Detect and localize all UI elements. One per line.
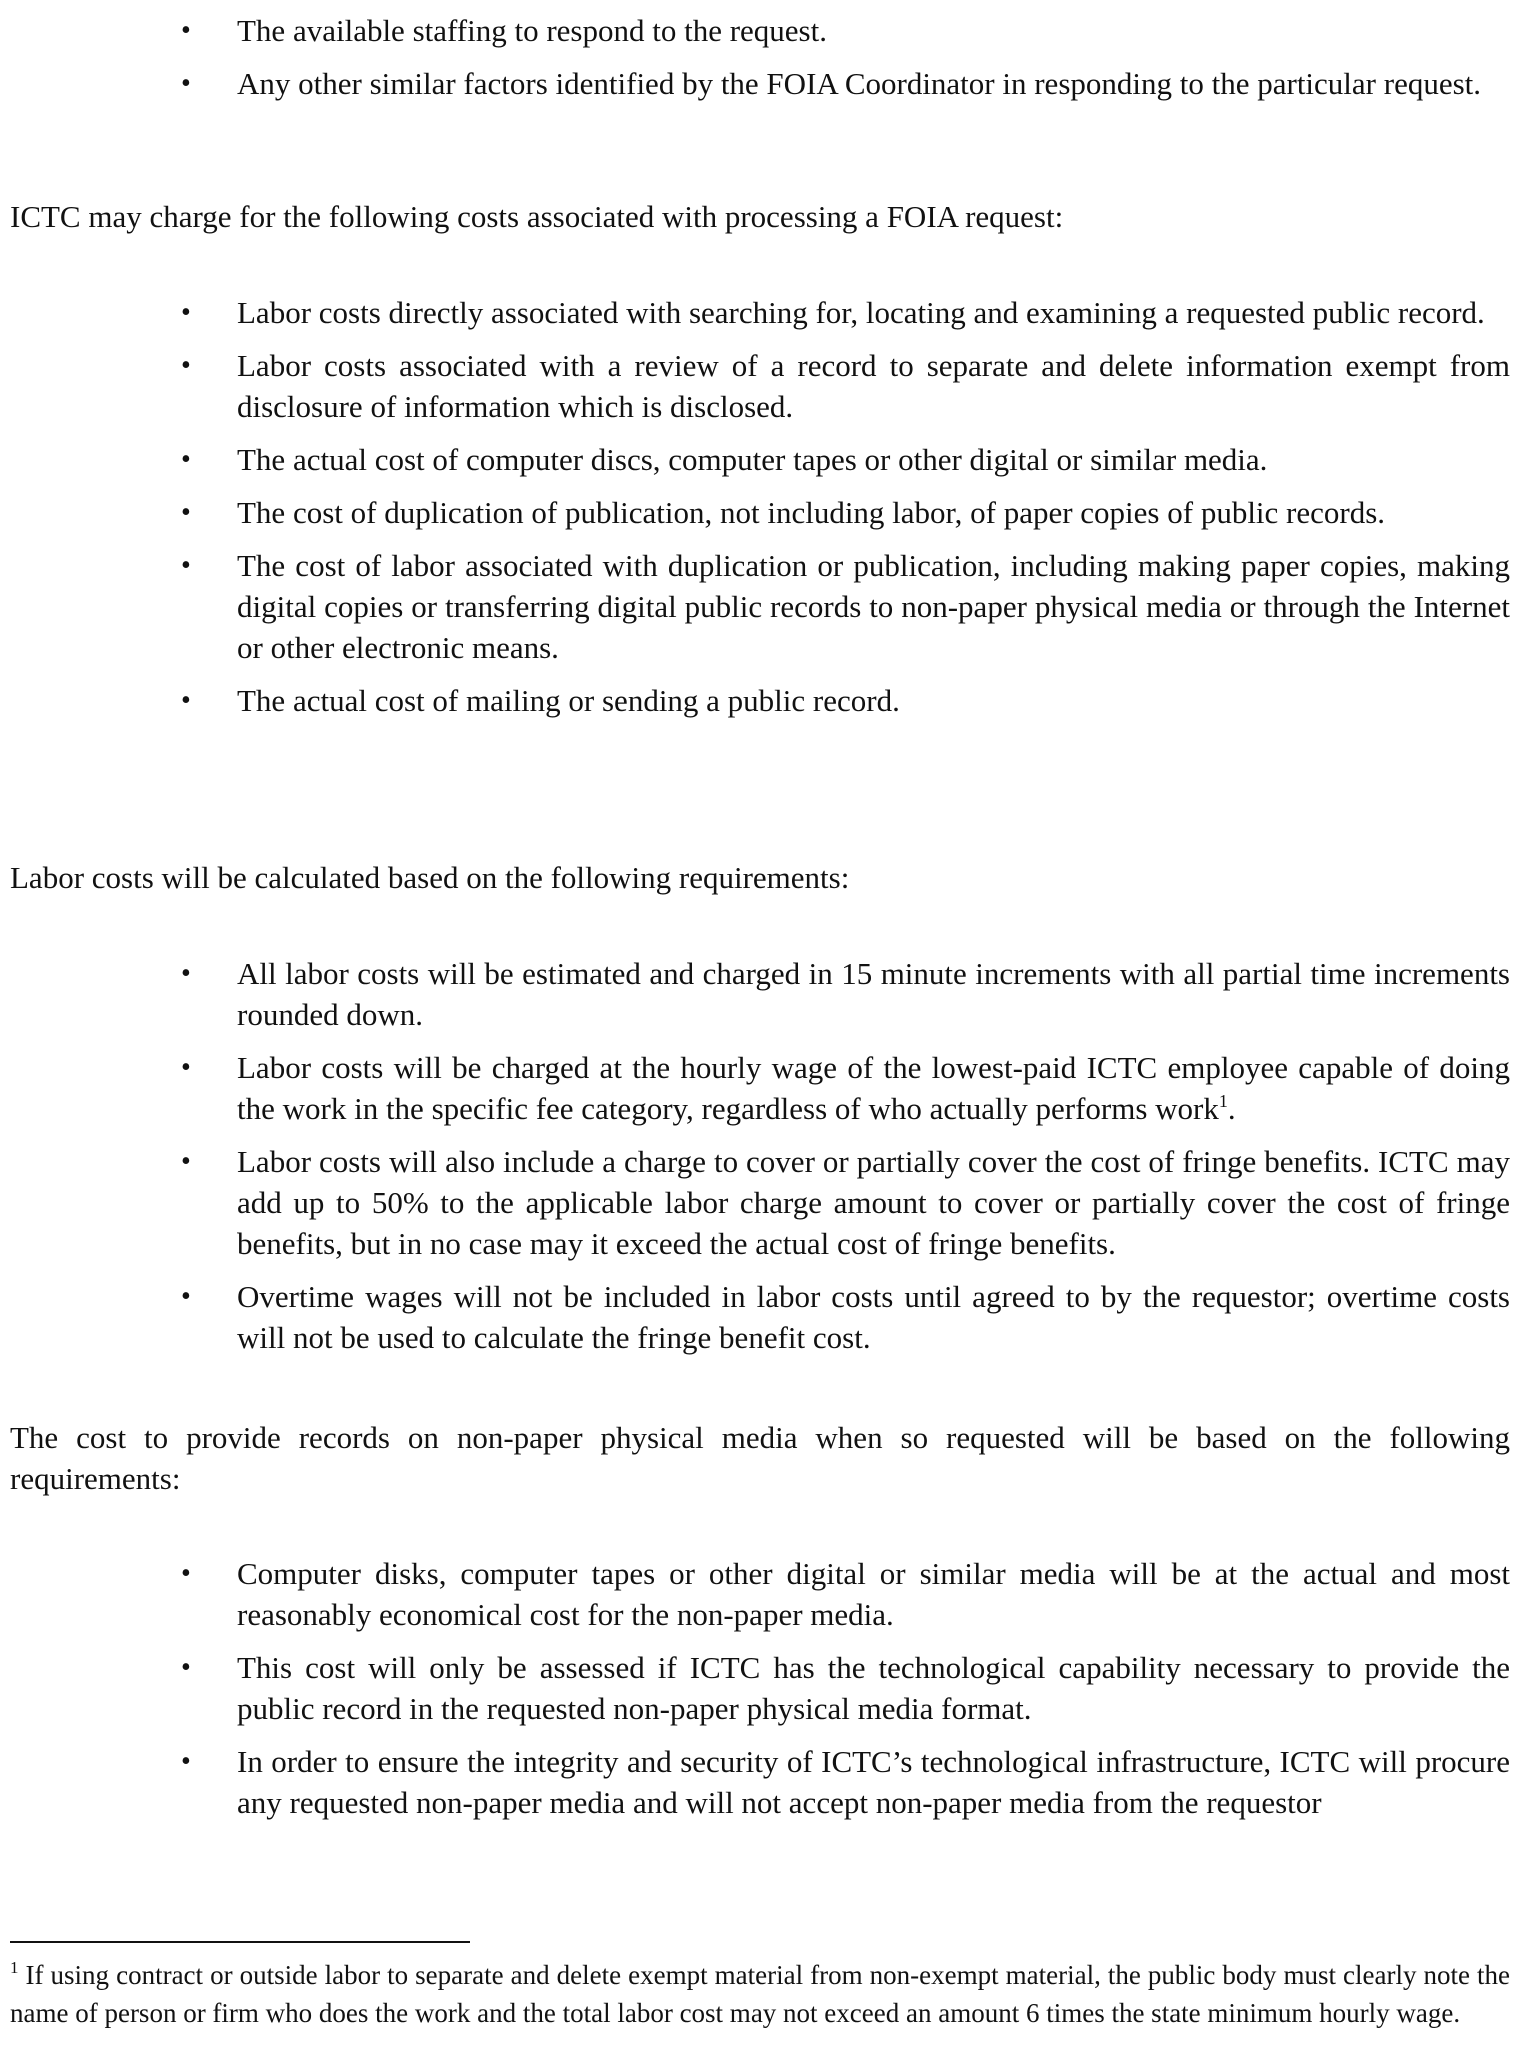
bullet-icon: • — [181, 15, 191, 46]
list-item: • The actual cost of mailing or sending a public record. — [0, 680, 1510, 721]
media-intro: The cost to provide records on non-paper physical media when so requested will be based on the following requirements: — [10, 1420, 1510, 1496]
list-item: • The cost of labor associated with duplication or publication, including making paper copies, making digital copies or transferring digital public records to non-paper physical media or through the Internet or other electronic means. — [0, 545, 1510, 668]
labor-intro: Labor costs will be calculated based on the following requirements: — [10, 860, 850, 895]
footnote — [10, 1956, 1510, 2032]
media-list — [0, 1553, 1534, 1835]
list-item: • Any other similar factors identified by the FOIA Coordinator in responding to the particular request. — [0, 63, 1510, 104]
bullet-icon: • — [181, 685, 191, 716]
footnote-ref: 1 — [1218, 1091, 1228, 1111]
list-item: • Labor costs associated with a review of a record to separate and delete information exempt from disclosure of information which is disclosed. — [0, 345, 1510, 427]
bullet-icon: • — [181, 958, 191, 989]
list-item: • Labor costs will be charged at the hourly wage of the lowest-paid ICTC employee capable of doing the work in the specific fee category, regardless of who actually performs work$^1$. — [0, 1047, 1510, 1129]
bullet-icon: • — [181, 550, 191, 581]
bullet-icon: • — [181, 444, 191, 475]
list-item: • All labor costs will be estimated and charged in 15 minute increments with all partial time increments rounded down. — [0, 953, 1510, 1035]
footnote-marker: 1 — [10, 1958, 19, 1977]
list-item: • The actual cost of computer discs, computer tapes or other digital or similar media. — [0, 439, 1510, 480]
bullet-icon: • — [181, 350, 191, 381]
bullet-icon: • — [181, 297, 191, 328]
list-item: • This cost will only be assessed if ICTC has the technological capability necessary to provide the public record in the requested non-paper physical media format. — [0, 1647, 1510, 1729]
labor-list — [0, 953, 1534, 1370]
costs-intro: ICTC may charge for the following costs associated with processing a FOIA request: — [10, 199, 1064, 234]
bullet-icon: • — [181, 1652, 191, 1683]
bullet-icon: • — [181, 1052, 191, 1083]
bullet-icon: • — [181, 1146, 191, 1177]
list-item: • The available staffing to respond to the request. — [0, 10, 1510, 51]
factors-list — [0, 10, 1534, 116]
bullet-icon: • — [181, 497, 191, 528]
list-item: • In order to ensure the integrity and security of ICTC’s technological infrastructure, ICTC will procure any requested non-paper media and will not accept non-paper media from the requestor — [0, 1741, 1510, 1823]
list-item: • The cost of duplication of publication, not including labor, of paper copies of public records. — [0, 492, 1510, 533]
list-item: • Computer disks, computer tapes or other digital or similar media will be at the actual and most reasonably economical cost for the non-paper media. — [0, 1553, 1510, 1635]
list-item: • Labor costs directly associated with searching for, locating and examining a requested public record. — [0, 292, 1510, 333]
footnote-separator — [10, 1941, 470, 1943]
bullet-icon: • — [181, 1746, 191, 1777]
list-item: • Overtime wages will not be included in labor costs until agreed to by the requestor; overtime costs will not be used to calculate the fringe benefit cost. — [0, 1276, 1510, 1358]
bullet-icon: • — [181, 1558, 191, 1589]
list-item: • Labor costs will also include a charge to cover or partially cover the cost of fringe benefits. ICTC may add up to 50% to the applicable labor charge amount to cover or partially cover the cost of fringe benefits, but in no case may it exceed the actual cost of fringe benefits. — [0, 1141, 1510, 1264]
costs-list — [0, 292, 1534, 733]
bullet-icon: • — [181, 1281, 191, 1312]
footnote-text: If using contract or outside labor to separate and delete exempt material from non-exempt material, the public body must clearly note the name of person or firm who does the work and the total labor cost may not exceed an amount 6 times the state minimum hourly wage. — [10, 1960, 1510, 2028]
bullet-icon: • — [181, 68, 191, 99]
